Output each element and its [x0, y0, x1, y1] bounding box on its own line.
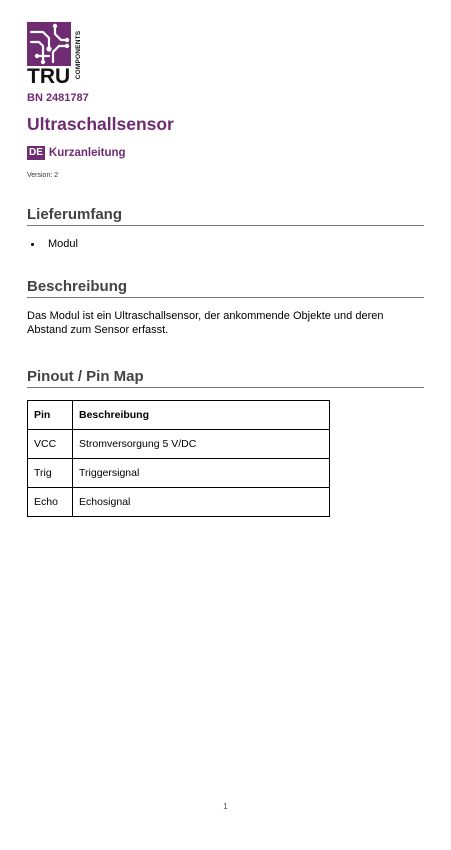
- table-cell: Trig: [28, 459, 73, 488]
- table-cell: Echosignal: [73, 488, 330, 517]
- table-header-cell: Beschreibung: [73, 401, 330, 430]
- table-header-row: [28, 401, 330, 430]
- table-cell: Echo: [28, 488, 73, 517]
- list-item-text: Modul: [48, 238, 78, 250]
- table-row: [28, 488, 330, 517]
- section-title-scope: Lieferumfang: [27, 206, 424, 226]
- item-number: BN 2481787: [27, 92, 89, 104]
- tru-components-logo: [27, 22, 87, 88]
- page-title: Ultraschallsensor: [27, 114, 174, 134]
- table-row: [28, 459, 330, 488]
- table-header-cell: Pin: [28, 401, 73, 430]
- list-item: [27, 238, 78, 250]
- bullet-icon: [31, 243, 34, 246]
- table-row: [28, 430, 330, 459]
- logo-circuit-icon: [27, 22, 71, 66]
- section-title-description: Beschreibung: [27, 278, 424, 298]
- document-type-label: Kurzanleitung: [48, 147, 126, 159]
- description-text: Das Modul ist ein Ultraschallsensor, der ankommende Objekte und deren Abstand zum Sensor erfasst.: [27, 310, 384, 336]
- logo-side-text: COMPONENTS: [75, 30, 82, 80]
- table-cell: VCC: [28, 430, 73, 459]
- language-badge: DE: [29, 147, 43, 158]
- language-row: [27, 146, 126, 160]
- table-cell: Triggersignal: [73, 459, 330, 488]
- section-title-pinout: Pinout / Pin Map: [27, 368, 424, 388]
- version-label: Version: 2: [27, 172, 59, 179]
- pinout-table: [27, 400, 330, 517]
- scope-list: [27, 238, 78, 250]
- logo-wordmark: TRU: [27, 65, 71, 88]
- page-number: 1: [223, 802, 228, 811]
- table-cell: Stromversorgung 5 V/DC: [73, 430, 330, 459]
